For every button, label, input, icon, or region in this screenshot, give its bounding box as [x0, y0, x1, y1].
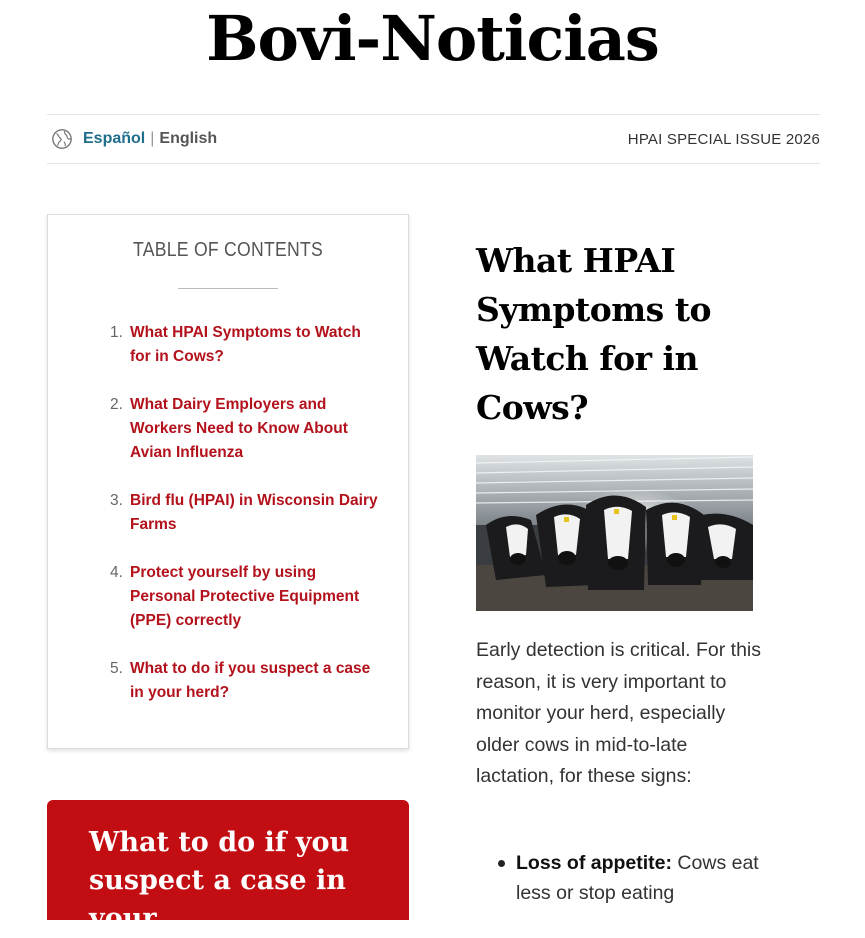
symptom-description: Cows eat less or stop eating	[516, 852, 759, 904]
masthead-title: Bovi-Noticias	[206, 2, 659, 75]
toc-link-suspect-case[interactable]: What to do if you suspect a case in your herd?	[130, 660, 371, 701]
article-title: What HPAI Symptoms to Watch for in Cows?	[476, 241, 711, 427]
toc-link-hpai-symptoms[interactable]: What HPAI Symptoms to Watch for in Cows?	[130, 324, 361, 365]
article-section	[476, 236, 766, 432]
table-of-contents	[47, 214, 409, 749]
list-item	[496, 848, 766, 908]
language-bar	[47, 114, 820, 164]
toc-item-number: 1.	[110, 324, 123, 341]
issue-label: HPAI SPECIAL ISSUE 2026	[627, 130, 820, 148]
callout-title: What to do if you suspect a case in your	[89, 827, 350, 934]
cows-in-barn-photo	[476, 455, 753, 611]
globe-icon	[51, 128, 73, 150]
toc-link-wisconsin-farms[interactable]: Bird flu (HPAI) in Wisconsin Dairy Farms	[130, 492, 378, 533]
language-english-link[interactable]: English	[159, 130, 218, 147]
toc-title: TABLE OF CONTENTS	[133, 239, 323, 261]
symptom-list	[496, 848, 766, 908]
language-separator: |	[150, 130, 155, 147]
language-spanish-link[interactable]: Español	[83, 130, 146, 147]
article-intro: Early detection is critical. For this reason, it is very important to monitor your herd, especially older cows in mid-to-late lactation, for these signs:	[476, 639, 762, 787]
hero-image	[476, 455, 753, 611]
toc-list	[110, 321, 380, 729]
toc-item	[110, 657, 380, 705]
toc-item	[110, 489, 380, 537]
suspect-case-callout	[47, 800, 409, 934]
language-switcher	[47, 128, 217, 150]
toc-item-number: 2.	[110, 396, 123, 413]
toc-item-number: 3.	[110, 492, 123, 509]
toc-item-number: 4.	[110, 564, 123, 581]
toc-item	[110, 561, 380, 633]
toc-divider	[178, 288, 278, 289]
toc-item	[110, 393, 380, 465]
toc-item	[110, 321, 380, 369]
toc-link-employers-workers[interactable]: What Dairy Employers and Workers Need to Know About Avian Influenza	[130, 396, 348, 461]
symptom-name: Loss of appetite:	[516, 852, 673, 874]
toc-link-ppe[interactable]: Protect yourself by using Personal Protective Equipment (PPE) correctly	[130, 564, 360, 629]
toc-item-number: 5.	[110, 660, 123, 677]
